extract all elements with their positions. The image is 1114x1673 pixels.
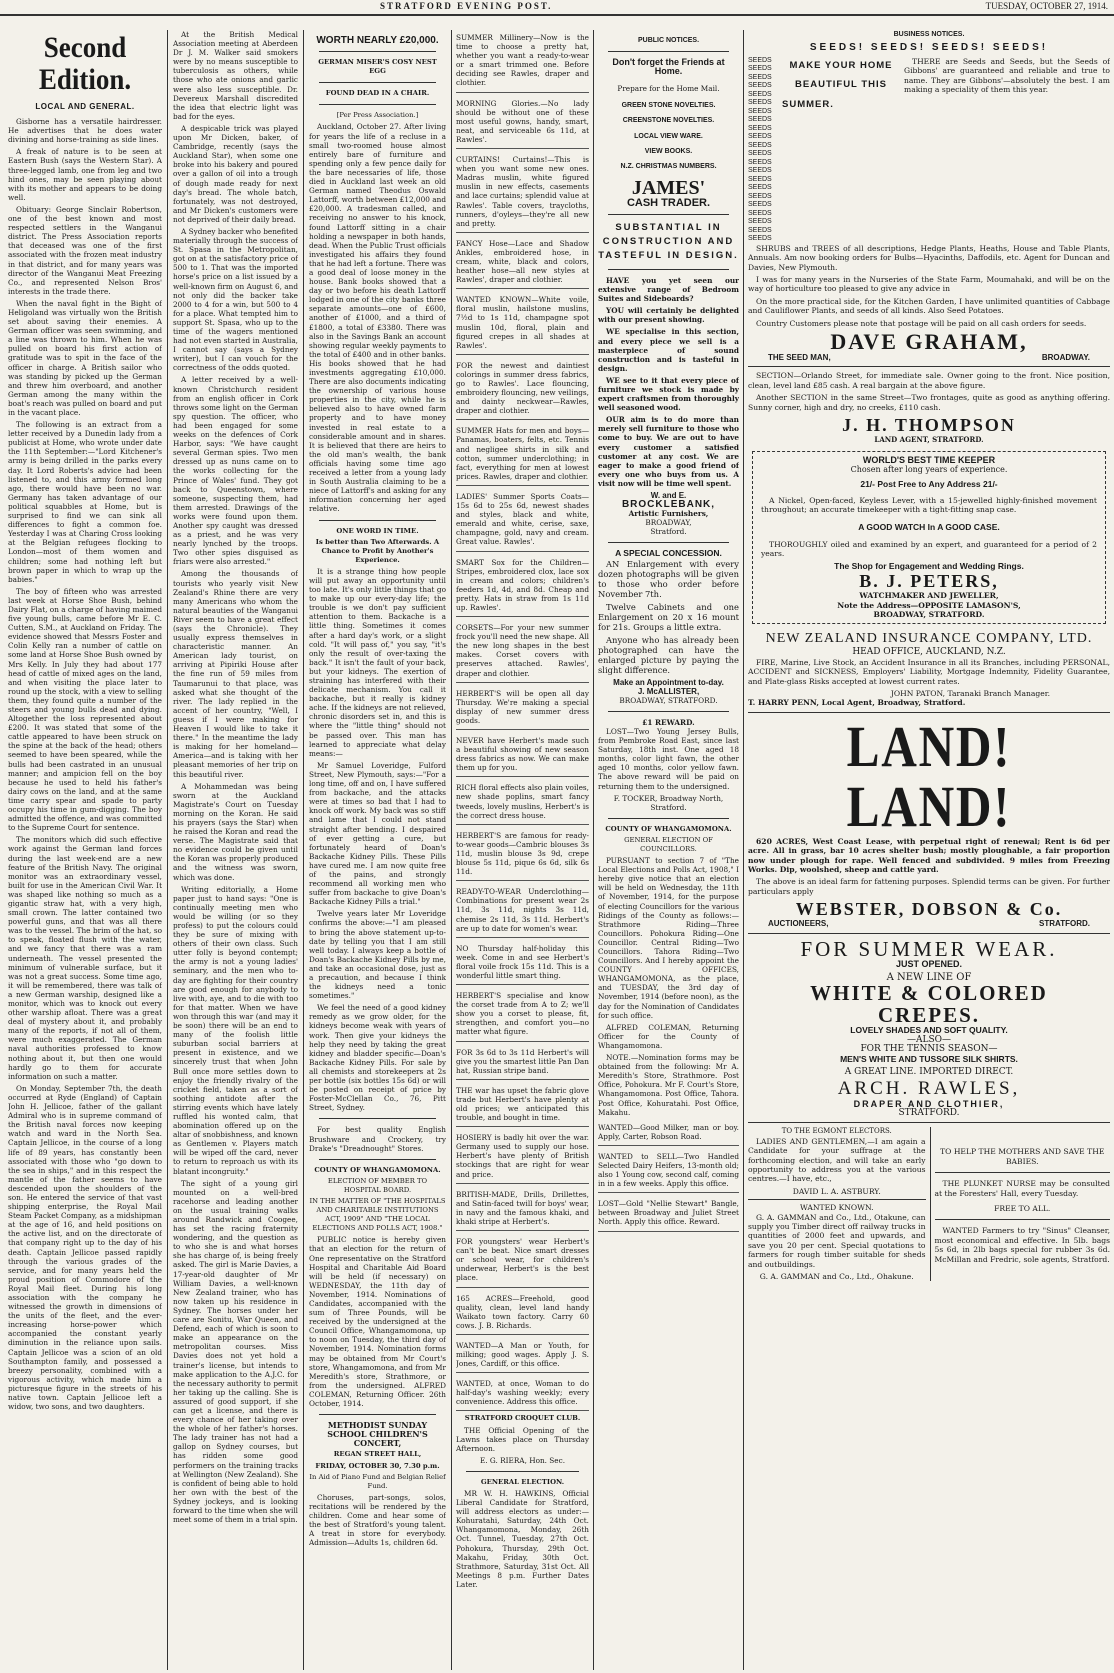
ad-text: WATCHMAKER AND JEWELLER, (859, 591, 999, 601)
ad-text: LOVELY SHADES AND SOFT QUALITY. (850, 1025, 1008, 1036)
notice-heading: COUNTY OF WHANGAMOMONA. (605, 824, 732, 833)
ad-headline: Home. (654, 66, 683, 77)
classified-ad: HOSIERY is badly hit over the war. Germany used to supply our hose. Herbert's have plenty of British stockings that are right for wear and price. (456, 1130, 589, 1183)
article-subheadline: FOUND DEAD IN A CHAIR. (325, 89, 430, 98)
ad-text: A GREAT LINE. IMPORTED DIRECT. (844, 1067, 1014, 1078)
article-paragraph: On Monday, September 7th, the death occurred at Ryde (England) of Captain John H. Jellicoe, father of the gallant Admiral who is in supreme command of the British naval forces now keeping watch and ward in the North Sea. Captain Jellicoe, in the course of a long life of 89 years, has constantly been associated with those who "go down to the sea in ships," and in this respect the mantle of the father seems to have descended upon the shoulders of the son. He entered the service of that vast shipping enterprise, the Royal Mail Steam Packet Company, as a midshipman at the age of 16, and held positions on the active list, and on the directorate of that company right up to the day of his death. Captain Jellicoe passed rapidly through the various grades of the service, and for many years held the proud position of Commodore of the Royal Mail fleet. During his long association with the company he witnessed the growth in dimensions of the units of the fleet, and the ever-increasing horse-power which accompanied the constant yearly diminution in the reliance upon sails. Captain Jellicoe was a scion of an old Southampton family, and possessed a breezy personality, combined with a vigorous activity, which made him a picturesque figure in the streets of his native town. Captain Jellicoe left a widow, two sons, and two daughters. (8, 1083, 162, 1412)
notice-signature: F. TOCKER, Broadway North, Stratford. (613, 793, 724, 812)
article-paragraph: At the British Medical Association meeting at Aberdeen Dr J. M. Walker said smokers were by no means susceptible to tuberculosis as others, while those who ate onions and garlic were also less susceptible. Dr. Devereux Marshall discredited the idea that electric light was bad for the eyes. (173, 30, 298, 121)
ad-text: SECTION—Orlando Street, for immediate sale. Owner going to the front. Nice position, clean, level land £85 cash. A real bargain at the above figure. (748, 371, 1110, 390)
classified-ad: BRITISH-MADE, Drills, Drillettes, and Satin-faced twill for boys' wear, in navy and the famous khaki, and khaki stripe at Herbert's. (456, 1187, 589, 1231)
issue-date: TUESDAY, OCTOBER 27, 1914. (985, 1, 1108, 11)
column-rule (593, 30, 594, 1670)
ad-headline: Make an Appointment to-day. (613, 677, 724, 687)
ad-headline: Don't forget the Friends at (612, 57, 725, 68)
notice-heading: FREE TO ALL. (994, 1203, 1051, 1213)
classified-ad: WANTED—A Man or Youth, for milking; good wages. Apply J. S. Jones, Cardiff, or this office. (456, 1338, 589, 1373)
notice-heading: TO THE EGMONT ELECTORS. (781, 1127, 892, 1136)
ad-text: LAND AGENT, STRATFORD. (874, 435, 984, 445)
masthead (0, 0, 1114, 14)
column-6 (748, 30, 1110, 1670)
classified-ad: FOR youngsters' wear Herbert's can't be beat. Nice smart dresses or school wear, for children's underwear, Herbert's is the best place. (456, 1234, 589, 1287)
ad-headline: A SPECIAL CONCESSION. (615, 548, 722, 559)
classified-ad: SUMMER Hats for men and boys—Panamas, boaters, felts, etc. Tennis and negligee shirts in silk and cotton, summer underclothing; in fact, everything for men at lowest prices. Rawles, draper and clothier. (456, 423, 589, 486)
masthead-rule (0, 14, 1114, 16)
notice-text: G. A. GAMMAN and Co., Ltd., Otakune, can supply you Timber direct off railway trucks in quantities of 2000 feet and upwards, and save you 20 per cent. Special quotations to farmers for rough timber suitable for sheds and outbuildings. (748, 1212, 926, 1269)
ad-text: A Nickel, Open-faced, Keyless Lever, with a 15-jewelled highly-finished movement throughout; an accurate timekeeper with a tight-fitting snap case. (761, 495, 1097, 515)
classified-ad: NO Thursday half-holiday this week. Come in and see Herbert's floral voile frock 15s 11d. This is a wonderful little smart thing. (456, 941, 589, 985)
ad-item: VIEW BOOKS. (644, 147, 693, 155)
ad-text: I was for many years in the Nurseries of the State Farm, Moumahaki, and will be on the way of horticulture too pleased to give any advice in (748, 275, 1110, 294)
classified-ad: HERBERT'S are famous for ready-to-wear goods—Cambric blouses 3s 11d, muslin blouse 3s 9d, crepe blouse 5s 11d, pique 6s 6d, silk 6s 11d. (456, 828, 589, 881)
section-heading: PUBLIC NOTICES. (637, 37, 700, 44)
ad-text: Note the Address—OPPOSITE LAMASON'S, (837, 600, 1021, 610)
article-paragraph: Mr Samuel Loveridge, Fulford Street, New Plymouth, says:—"For a long time, off and on, I have suffered from backache, and the attacks were at times so bad that I had to knock off work. My back was so stiff and lame that I could not stand straight after bending. I despaired of ever getting a cure, but fortunately heard of Doan's Backache Kidney Pills. These Pills have cured me. I am now quite free of the pains, and strongly recommend all working men who suffer from backache to give Doan's Backache Kidney Pills a trial." (309, 760, 446, 907)
ad-text: STRATFORD. (898, 1107, 960, 1118)
ad-text: STRATFORD. (1039, 919, 1090, 929)
ad-text: SHRUBS and TREES of all descriptions, Hedge Plants, Heaths, House and Table Plants, Annuals. Am now booking orders for Bulbs—Hyacinths, Daffodils, etc. Agent for Duncan and Davies, New Plymouth. (748, 243, 1110, 272)
ad-headline: The Shop for Engagement and Wedding Rings. (834, 560, 1024, 571)
ad-text: AUCTIONEERS, (768, 919, 829, 929)
classified-ad: FOR the newest and daintiest colorings in summer dress fabrics, go to Rawles'. Lace flouncing, embroidery flouncing, new veilings, and dainty neckwear—Rawles, draper and clothier. (456, 358, 589, 421)
ad-text: Artistic Furnishers, (628, 509, 709, 519)
notice-text: NOTE.—Nomination forms may be obtained from the following: Mr A. Meredith's Store, Strathmore. Post Office, Pohokura. Mr F. Court's Store, Whangamomona. Post Office, Tahora. Post Office, Kohuratahi. Post Office, Makahu. (598, 1053, 739, 1117)
notice-text: PURSUANT to section 7 of "The Local Elections and Polls Act, 1908," I hereby give notice that an election will be held on Wednesday, the 11th of November, 1914, for the purpose of electing Councillors for the various Ridings of the County as follows:— Strathmore Riding—Three Councillors. Pohokura Riding—One Councillor. Central Riding—Two Councillors. Tahora Riding—Two Councillors. And I hereby appoint the COUNTY OFFICES, WHANGAMOMONA, as the place, and TUESDAY, the 3rd day of November, 1914 (before noon), as the day for the Nomination of Candidates for such office. (598, 856, 739, 1020)
classified-ad: FOR 3s 6d to 3s 11d Herbert's will give you the smartest little Pan Dan hat, Russian stripe band. (456, 1045, 589, 1080)
notice-text: LADIES AND GENTLEMEN,—I am again a Candidate for your suffrage at the forthcoming election, and will take an early opportunity to address you at the various centres.—I have, etc., (748, 1136, 926, 1184)
notice-heading: In Aid of Piano Fund and Belgian Relief Fund. (309, 1472, 446, 1490)
column-4 (456, 30, 589, 1670)
ad-text: Chosen after long years of experience. (850, 464, 1008, 474)
classified-ad: RICH floral effects also plain voiles, new shade poplins, smart fancy tweeds, lovely muslins, Herbert's is the correct dress house. (456, 780, 589, 824)
article-paragraph: We feel the need of a good kidney remedy as we grow older, for the kidneys become weak with years of work. Then give your kidneys the help they need by taking the great kidney and bladder specific—Doan's Backache Kidney Pills. For sale by all chemists and storekeepers at 2s per bottle (six bottles 15s 6d) or will be posted on receipt of price by Foster-McClellan Co., 76, Pitt Street, Sydney. (309, 1003, 446, 1113)
notice-heading: TO HELP THE MOTHERS AND SAVE THE BABIES. (940, 1147, 1105, 1166)
ad-text: OUR aim is to do more than merely sell furniture to those who come to buy. We are out to have every customer a satisfied customer at any cost. We are eager to make a good friend of every one who buys from us. A visit now will be time well spent. (598, 415, 739, 488)
notice-signature: G. A. GAMMAN and Co., Ltd., Ohakune. (759, 1272, 914, 1281)
ad-headline: 21/- Post Free to Any Address 21/- (860, 479, 998, 490)
ad-brand: J. H. THOMPSON (842, 415, 1016, 436)
article-paragraph: Twelve years later Mr Loveridge confirms the above:—"I am pleased to bring the above statement up-to-date by telling you that I am still well today. I always keep a bottle of Doan's Backache Kidney Pills by me, and take an occasional dose, just as a precaution, and because I think the kidneys need a tonic sometimes." (309, 909, 446, 1001)
ad-text: THERE are Seeds and Seeds, but the Seeds of Gibbons' are guaranteed and reliable and true to name. They are Gibbons'—absolutely the best. I am making a speciality of them this year. (904, 56, 1110, 95)
article-paragraph: A freak of nature is to be seen at Eastern Bush (says the Western Star). A three-legged lamb, one from leg and two hind ones, may be seen playing about with its mother and appears to be doing well. (8, 147, 162, 202)
ad-text: Another SECTION in the same Street—Two frontages, quite as good as anything offering. Sunny corner, high and dry, no creeks, £110 cash. (748, 393, 1110, 412)
ad-brand: NEW ZEALAND INSURANCE COMPANY, LTD. (765, 631, 1093, 647)
ad-text: Prepare for the Home Mail. (617, 84, 720, 94)
ad-headline: SUBSTANTIAL IN CONSTRUCTION AND TASTEFUL IN DESIGN. (598, 221, 739, 261)
ad-text: FOR THE TENNIS SEASON— (860, 1044, 998, 1055)
classified-ad: LADIES' Summer Sports Coats—15s 6d to 25s 6d, newest shades and styles, black and white, emerald and white, cerise, saxe, champagne, gold, navy and cream. Great value. Rawles'. (456, 489, 589, 552)
land-headline: LAND! LAND! (846, 713, 1012, 839)
ad-text: BROADWAY, (645, 518, 692, 528)
classified-ad: CURTAINS! Curtains!—This is when you want some new ones. Madras muslin, white figured muslin in new effects, casements and lace curtains; splendid value at Rawles'. Table covers, traycloths, runners, d'oyleys—they're all new and pretty. (456, 152, 589, 233)
ad-headline: BEAUTIFUL THIS (795, 79, 887, 91)
column-1 (8, 30, 162, 1670)
notice-heading: ELECTION OF MEMBER TO HOSPITAL BOARD. (327, 1176, 428, 1194)
ad-text: On the more practical side, for the Kitchen Garden, I have unlimited quantities of Cabbage and Cauliflower Plants, and seeds of all kinds. Also Seed Potatoes. (748, 296, 1110, 316)
classified-ad: CORSETS—For your new summer frock you'll need the new shape. All the new long shapes in the best makes. Corset covers with preserves attached. Rawles', draper and clothier. (456, 620, 589, 683)
notice-text: MR W. H. HAWKINS, Official Liberal Candidate for Stratford, will address electors as under:—Kohuratahi, Saturday, 24th Oct. Whangamomona, Monday, 26th Oct. Tunnel, Tuesday, 27th Oct. Pohokura, Thursday, 29th Oct. Makahu, Friday, 30th Oct. Strathmore, Saturday, 31st Oct. All Meetings 8 p.m. Further Dates Later. (456, 1489, 589, 1589)
classified-ad: 165 ACRES—Freehold, good quality, clean, level land handy Waikato town factory. Carry 60 cows. J. B. Richards. (456, 1291, 589, 1335)
notice-text: THE PLUNKET NURSE may be consulted at the Foresters' Hall, every Tuesday. (934, 1179, 1110, 1198)
classified-ad: THE war has upset the fabric glove trade but Herbert's have plenty at old prices; we anticipated this trouble, and bought in time. (456, 1083, 589, 1127)
notice-text: PUBLIC notice is hereby given that an election for the return of One representative on the Stratford Hospital and Charitable Aid Board will be held (if necessary) on WEDNESDAY, the 11th day of November, 1914. Nominations of Candidates, accompanied with the sum of Three Pounds, will be received by the undersigned at the Council Office, Whangamomona, up to noon on Tuesday, the third day of November, 1914. Nomination forms may be obtained from Mr Court's store, Whangamomona, and from Mr Meredith's store, Strathmore, or from the undersigned. ALFRED COLEMAN, Returning Officer. 26th October, 1914. (309, 1235, 446, 1409)
classified-ad: WANTED to SELL—Two Handled Selected Dairy Heifers, 13-month old; also 1 Young cow, second calf, coming in in a few weeks. Apply this office. (598, 1149, 739, 1193)
ad-headline: WORLD'S BEST TIME KEEPER (862, 454, 996, 465)
ad-headline: WHITE & COLORED (810, 981, 1048, 1006)
notice-heading: £1 REWARD. (642, 717, 695, 727)
ad-text: BROADWAY. (1041, 353, 1090, 363)
ad-text: The above is an ideal farm for fattening purposes. Splendid terms can be given. For further particulars apply (748, 877, 1110, 896)
seeds-list: SEEDS SEEDS SEEDS SEEDS SEEDS SEEDS SEEDS SEEDS SEEDS SEEDS SEEDS SEEDS SEEDS SEEDS SEEDS SEEDS SEEDS SEEDS SEEDS SEEDS SEEDS SEEDS (748, 56, 772, 243)
ad-text: A NEW LINE OF (886, 972, 972, 984)
notice-heading: METHODIST SUNDAY SCHOOL CHILDREN'S CONCERT, (327, 1420, 428, 1449)
notice-heading: REGAN STREET HALL, (333, 1450, 422, 1459)
classified-ad: WANTED—Good Milker, man or boy. Apply, Carter, Robson Road. (598, 1120, 739, 1146)
watch-ad (752, 451, 1106, 625)
ad-item: N.Z. CHRISTMAS NUMBERS. (620, 162, 717, 170)
notice-text: Choruses, part-songs, solos, recitations will be rendered by the children. Come and hear some of the best of Stratford's young talent. A treat in store for everybody. Admission—Adults 1s, children 6d. (309, 1492, 446, 1548)
ad-brand: W. and E. (650, 491, 687, 500)
ad-headline: CREPES. (877, 1003, 981, 1028)
ad-text: HAVE you yet seen our extensive range of Bedroom Suites and Sideboards? (598, 275, 739, 304)
column-rule (451, 30, 452, 1670)
article-headline: WORTH NEARLY £20,000. (316, 35, 439, 46)
notice-text: LOST—Two Young Jersey Bulls, from Pembroke Road East, since last Saturday, 18th inst. One aged 18 months, color light fawn, the other aged 10 months, color yellow fawn. The above reward will be paid on returning them to the undersigned. (598, 726, 739, 791)
ad-text: THOROUGHLY oiled and examined by an expert, and guaranteed for a period of 2 years. (761, 539, 1097, 559)
ad-headline: MAKE YOUR HOME (789, 59, 893, 71)
column-2 (173, 30, 298, 1670)
ad-brand: WEBSTER, DOBSON & Co. (795, 899, 1063, 920)
ad-brand: DAVE GRAHAM, (830, 329, 1028, 355)
article-paragraph: The sight of a young girl mounted on a well-bred racehorse and leading another on the usual training walks around Randwick and Coogee, has set the racing fraternity wondering, and the question as to who she is and what horses she has charge of, is being freely asked. The girl is Marie Davies, a 17-year-old daughter of Mr William Davies, a well-known New Zealand trainer, who has now taken up his residence in Sydney. The horses under her care are Sonitu, War Queen, and Defend, each of which is soon to make an appearance on the metropolitan courses. Miss Davies does not yet hold a trainer's license, but intends to make application to the A.J.C. for the necessary authority to permit her taking up the calling. She is assured of good support, if she can get a license, and there is every chance of her taking over the whole of her father's horses. The lady trainer has not had a gallop on Sydney courses, but has ridden some good performers on the training tracks at Wellington (New Zealand). She is confident of being able to hold her own with the best of the Sydney jockeys, and is looking forward to the time when she will meet some of them in a trial spin. (173, 1178, 298, 1525)
ad-text: Country Customers please note that postage will be paid on all cash orders for seeds. (756, 318, 1087, 328)
notice-heading: GENERAL ELECTION. (480, 1477, 565, 1486)
classified-ad: WANTED, at once, Woman to do half-day's washing weekly; every convenience. Address this office. (456, 1376, 589, 1411)
ad-text: HEAD OFFICE, AUCKLAND, N.Z. (852, 647, 1006, 658)
press-credit: [Per Press Association.] (336, 111, 419, 120)
advertisement: For best quality English Brushware and Crockery, try Drake's "Dreadnought" Stores. (309, 1125, 446, 1153)
ad-headline: JUST OPENED. (895, 958, 962, 969)
article-paragraph: A Mohammedan was being sworn at the Auckland Magistrate's Court on Tuesday morning on the Koran. He said his prayers (says the Star) when he raised the Koran and read the verse. The Magistrate said that no evidence could be given until the Koran was properly produced and the witness was sworn, which was done. (173, 781, 298, 882)
notice-text: WANTED Farmers to try "Sinus" Cleanser, most economical and effective. In 5lb. bags 5s 6d, in 2lb bags special for rubber 3s 6d. McMillan and Fredric, sole agents, Stratford. (934, 1226, 1110, 1264)
ad-text: —ALSO— (906, 1034, 952, 1045)
ad-text: Stratford. (650, 527, 687, 537)
notice-heading: STRATFORD CROQUET CLUB. (464, 1414, 581, 1423)
notice-heading: GENERAL ELECTION OF COUNCILLORS. (624, 835, 713, 853)
ad-item: CREENSTONE NOVELTIES. (622, 117, 715, 125)
seeds-ad (748, 57, 1110, 244)
article-paragraph: Obituary: George Sinclair Robertson, one of the best known and most respected settlers in the Wanganui district. The Press Association reports that deceased was one of the first associated with the frozen meat industry in that district, and for many years was director of the Wanganui Meat Freezing Co., and represented Nelson Bros' interests in the trade there. (8, 204, 162, 296)
article-paragraph: Gisborne has a versatile hairdresser. He advertises that he does water divining and horse-training as side lines. (8, 117, 162, 145)
classified-ad: HERBERT'S specialise and know the corset trade from A to Z; we'll show you a corset to please, fit, strengthen, and comfort you—no matter what figure. (456, 988, 589, 1041)
article-paragraph: The following is an extract from a letter received by a Dunedin lady from a publicist at Home, who wrote under date the 11th September:—"Lord Kitchener's army is being drilled in the parks every day. It Lord Roberts's advice had been listened to, and this army formed long ago, there would have been no war. Germany has taken advantage of our political squabbles at Home, but is surprised to find we can sink all differences to fight a common foe. Yesterday I was at Charing Cross looking at the Belgian refugees flocking to London—most of them women and children; some had nothing left but brown paper in which to wrap up the babies." (8, 420, 162, 584)
article-paragraph: A despicable trick was played upon Mr Dicken, baker, of Cambridge, recently (says the Auckland Star), when some one broke into his bakery and poured over a gallon of oil into a trough of dough made ready for next day's bread. The whole batch, fortunately, was not destroyed, and Mr Dicken's customers were not deprived of their daily bread. (173, 123, 298, 224)
classified-ad: MORNING Glories.—No lady should be without one of these most useful gowns, handy, smart, neat, and serviceable 6s 11d, at Rawles'. (456, 96, 589, 149)
ad-text: WE specialise in this section, and every piece we sell is a masterpiece of sound construction and is tasteful in design. (598, 327, 739, 373)
ad-text: Anyone who has already been photographed can have the enlarged picture by paying the slight difference. (598, 634, 739, 675)
ad-text: WE see to it that every piece of furniture we stock is made by expert craftsmen from thoroughly well seasoned wood. (598, 375, 739, 413)
ad-text: JOHN PATON, Taranaki Branch Manager. (890, 689, 1050, 698)
classified-ad: HERBERT'S will be open all day Thursday. We're making a special display of new summer dress goods. (456, 686, 589, 730)
ad-text: T. HARRY PENN, Local Agent, Broadway, Stratford. (748, 698, 966, 708)
article-paragraph: When the naval fight in the Bight of Heligoland was virtually won the British set about saving their enemies. A German officer was seen swimming, and a line was thrown to him. When he was pulled on board his first action of gratitude was to spit in the face of the officer in charge. A British sailor who was standing by picked up the German and threw him overboard, and another German among the many within the boat's reach was pulled on board and put in the vacant place. (8, 298, 162, 417)
notice-text: ALFRED COLEMAN, Returning Officer for the County of Whangamomona. (598, 1022, 739, 1050)
classified-ad: FANCY Hose—Lace and Shadow Ankles, embroidered hose, in cream, white, black and colors, heather hose—all new styles at Rawles', draper and clothier. (456, 236, 589, 289)
section-heading: LOCAL AND GENERAL. (35, 102, 135, 111)
ad-text: DRAPER AND CLOTHIER, (853, 1098, 1005, 1109)
ad-brand: ARCH. RAWLES, (837, 1077, 1021, 1099)
edition-heading: Second Edition. (38, 31, 132, 96)
ad-item: LOCAL VIEW WARE. (634, 132, 703, 140)
notice-heading: WANTED KNOWN. (799, 1203, 874, 1213)
article-subheadline: GERMAN MISER'S COSY NEST EGG (318, 58, 437, 76)
ad-text: YOU will certainly be delighted with our present showing. (598, 306, 739, 325)
article-subheadline: Is better than Two Afterwards. A Chance to Profit by Another's Experience. (315, 537, 440, 564)
notice-heading: FRIDAY, OCTOBER 30, 7.30 p.m. (315, 1461, 440, 1470)
ad-brand: CASH TRADER. (626, 196, 711, 209)
classified-ad: SUMMER Millinery—Now is the time to choose a pretty hat, whether you want a ready-to-wear or a smart trimmed one. Before deciding see Rawles, draper and clothier. (456, 30, 589, 93)
article-paragraph: The monitors which did such effective work against the German land forces during the last week-end are a new feature of the British Navy. The original monitor was an extraordinary vessel, built for use in the American Civil War. It was shaped like nothing so much as a gigantic straw hat, with a very high, small crown. The latter contained two powerful guns, and that was all there was to the vessel. The brim of the hat, so to speak, floated flush with the water, and we fancy that there was a ram underneath. The vessel presented the minimum of vulnerable surface, but it was not a great success. Some time ago, it will be remembered, there was talk of a new German warship, designed like a monitor, which was to knock out every other warship afloat. There was a great deal of mystery about it, and probably many of the reports, if not all of them, were much exaggerated. The German naval authorities professed to know nothing about it, but then one would hardly go to them for accurate information on such a matter. (8, 835, 162, 1081)
notice-heading: IN THE MATTER OF "THE HOSPITALS AND CHARITABLE INSTITUTIONS ACT, 1909" AND "THE LOCAL ELECTIONS AND POLLS ACT, 1908." (309, 1196, 446, 1233)
ad-brand: BROCKLEBANK, (621, 499, 716, 511)
article-paragraph: A letter received by a well-known Christchurch resident from an english officer in Cork throws some light on the German spy question. The officer, who had been engaged for some weeks on the defences of Cork Harbor, says: "We have caught several German spies. Two men dressed up as nuns came on to the works collecting for the Prince of Wales' fund. They got back to Queenstown, where someone, suspecting them, had them arrested. Drawings of the works were found upon them. Another spy caught was dressed as a priest, and he was very nearly lynched by the troops. Two other spies disguised as friars were also arrested." (173, 375, 298, 567)
article-paragraph: Among the thousands of tourists who yearly visit New Zealand's Rhine there are very many Americans who whom the natural beauties of the Wanganui River seem to have a great effect (says the Chronicle). They usually express themselves in characteristic manner. An American lady tourist, on arriving at Pipiriki House after the fine run of 59 miles from Taumarunui to that place, was asked what she thought of the river. The lady replied in the accent of her country, "Well, I guess if I were making for Heaven I would like to take it there." In the meantime the lady is making for her homeland—America—and is taking with her pleasant memories of her trip on this beautiful river. (173, 569, 298, 779)
ad-text: Twelve Cabinets and one Enlargement on 20 x 16 mount for 21s. Groups a little extra. (598, 601, 739, 632)
column-5 (598, 30, 739, 1670)
column-rule (303, 30, 304, 1670)
ad-text: FIRE, Marine, Live Stock, an Accident Insurance in all its Branches, including PERSONAL, ACCIDENT and SICKNESS, Employers' Liability, Mortgage Indemnity, Fidelity Guarantee, and Plate-glass Risks accepted at lowest current rates. (748, 657, 1110, 686)
ad-text: MEN'S WHITE AND TUSSORE SILK SHIRTS. (840, 1053, 1018, 1064)
ad-brand: J. McALLISTER, (637, 686, 700, 696)
classified-ad: READY-TO-WEAR Underclothing—Combinations for present wear 2s 11d, 3s 11d, nights 3s 11d, chemise 2s 11d, 3s 11d. Herbert's are up to date for women's wear. (456, 884, 589, 937)
classified-ad: SMART Sox for the Children—Stripes, embroidered clox, lace sox in cream and colors; children's feeders 1d, 4d, and 8d. Cheap and pretty. Hats in straw from 1s 11d up. Rawles'. (456, 555, 589, 618)
article-paragraph: Auckland, October 27. After living for years the life of a recluse in a small two-roomed house almost entirely bare of furniture and spending only a few pence daily for the bare necessaries of life, those died in Auckland last week an old German named Theodus Oswald Lattorff, worth between £12,000 and £20,000. A tradesman called, and receiving no answer to his knock, found Lattorff sitting in a chair holding a newspaper in both hands, dead. When the Public Trust officials investigated his affairs they found that he had left a fortune. There was a good deal of loose money in the house. Bank books showed that a day or two before his death Lattorff lodged in one of the city banks three separate amounts—one of £600, another of £1000, and a third of £1800, a total of £3380. There was also in the Savings Bank an account showing regular weekly payments to the total of £400 and in other banks. His books showed that he had investments aggregating £10,000. There are also documents indicating the ownership of various house properties in the city, while he is believed also to have owned farm property and to have money invested in real estate to a considerable amount and in shares. It is believed that there are heirs to the old man's wealth, the bank officials having some time ago received a letter from a young lady in South Australia claiming to be a niece of Lattorff's and asking for any information concerning her aged relative. (309, 122, 446, 514)
ad-item: GREEN STONE NOVELTIES. (621, 102, 716, 110)
notice-text: THE Official Opening of the Lawns takes place on Thursday Afternoon. (456, 1425, 589, 1453)
article-paragraph: It is a strange thing how people will put away an opportunity until too late. It's only little things that go to make up our every-day life; the trouble is we don't pay sufficient attention to them. Backache is a little thing. Sometimes it comes after a hard day's work, or a slight cold. "It will pass of," you say, "it's only the result of over-taxing the back." It isn't the fault of your back, but your kidneys. The exertion of straining has interfered with their delicate mechanism. You call it backache, but it really is kidney ache. If the kidneys are not relieved, chronic disorders set in, and this is where the "little thing" should not be passed over. This man has learned to appreciate what delay means:— (309, 566, 446, 758)
article-paragraph: The boy of fifteen who was arrested last week at Horse Shoe Bush, behind Dairy Flat, on a charge of having maimed five young bulls, came before Mr E. C. Cutten, S.M., at Auckland on Friday. The evidence showed that Messrs Foster and Colin Kelly ran a number of cattle on some land at Horse Shoe Bush owned by Mrs Kelly. In July they had about 177 head of cattle of mixed ages on the land, and when visiting the place later to round up the stock, with a view to selling them, they found quite a number of the steers and young bulls dead and dying. Altogether the loss represented about £200. It was stated that some of the cattle appeared to have been struck on the spine at the back of the head; others seemed to have been speared, while the bulls had been castrated in an unusual manner; and ampicion fell on the boy because he used to held his father's dairy cows on the land, and at the same time carry spear and spade to party occupy his time in gum-digging. The boy admitted the offence, and was committed to the Supreme Court for sentence. (8, 586, 162, 833)
article-paragraph: A Sydney backer who benefited materially through the success of St. Spasa in the Metropolitan, got on at the satisfactory price of 500 to 1. That was the imported horse's price on a list issued by a well-known firm on August 6, and not only did the backer take 2000 to 4 for a win, but 500 to 4 for a place. What tempted him to support St. Spasa, who up to the time of the wagers mentioned had not even started in Australia, I cannot say (says a Sydney writer), but I can vouch for the correctness of the odds quoted. (173, 226, 298, 373)
classified-ad: LOST—Gold "Nellie Stewart" Bangle, between Broadway and Juliet Street North. Apply this office. Reward. (598, 1196, 739, 1231)
ad-brand: B. J. PETERS, (859, 571, 999, 592)
ad-text: 620 ACRES, West Coast Lease, with perpetual right of renewal; Rent is 6d per acre. All in grass, bar 10 acres shelter bush; mostly ploughable, a fair proportion now under plough for rape. Well fenced and subdivided. 9 miles from Freezing Works. Dip, woolshed, sheep and cattle yard. (748, 836, 1110, 875)
ad-brand: JAMES' (631, 176, 706, 199)
ad-headline: SUMMER. (782, 98, 834, 110)
ad-text: BROADWAY, STRATFORD. (873, 609, 985, 619)
ad-text: BROADWAY, STRATFORD. (619, 695, 718, 705)
classified-ad: NEVER have Herbert's made such a beautiful showing of new season dress fabrics as now. We can make them up for you. (456, 733, 589, 777)
notice-signature: DAVID L. A. ASTBURY. (792, 1186, 881, 1196)
ad-text: AN Enlargement with every dozen photographs will be given to those who order before November 7th. (598, 558, 739, 599)
column-rule (743, 30, 744, 1670)
ad-text: THE SEED MAN, (768, 353, 831, 363)
column-rule (167, 30, 168, 1670)
ad-headline: A GOOD WATCH In A GOOD CASE. (858, 521, 1000, 532)
notice-signature: E. G. RIERA, Hon. Sec. (479, 1455, 566, 1465)
notice-heading: COUNTY OF WHANGAMOMONA. (314, 1165, 441, 1174)
article-headline: ONE WORD IN TIME. (336, 526, 419, 535)
article-paragraph: Writing editorially, a Home paper just to hand says: "One is continually meeting men who would be willing (or so they profess) to put the colours could they be sure of mixing with others of their own class. Such utter folly is beyond contempt; the army is not a young ladies' seminary, and the men who to-day are fighting for their country are good enough for anybody to live with, aye, and to die with too for that matter. When we have won through this war (and may it be soon) there will be an end to many of the foolish little suburban social barriers at present in existence, and we sincerely trust that when John Bull once more settles down to enjoy the friendly rivalry of the cricket field, taken as a sort of soothing antidote after the stirring events which have lately ruffled his wonted calm, that abomination offered up on the altar of snobbishness, and known as Gentlemen v. Players match will be wiped off the card, never to return to reproach us with its blatant incongruity." (173, 884, 298, 1176)
ad-headline: SEEDS! SEEDS! SEEDS! SEEDS! (809, 42, 1049, 54)
section-heading: BUSINESS NOTICES. (893, 31, 965, 38)
ad-headline: FOR SUMMER WEAR. (800, 936, 1058, 961)
newspaper-title: STRATFORD EVENING POST. (380, 1, 553, 11)
column-3 (309, 30, 446, 1670)
classified-ad: WANTED KNOWN—White voile, floral muslin, hailstone muslins, 7½d to 1s 11d, champagne spot muslin 10d, floral, plain and figured crepes in all shades at Rawles'. (456, 292, 589, 355)
